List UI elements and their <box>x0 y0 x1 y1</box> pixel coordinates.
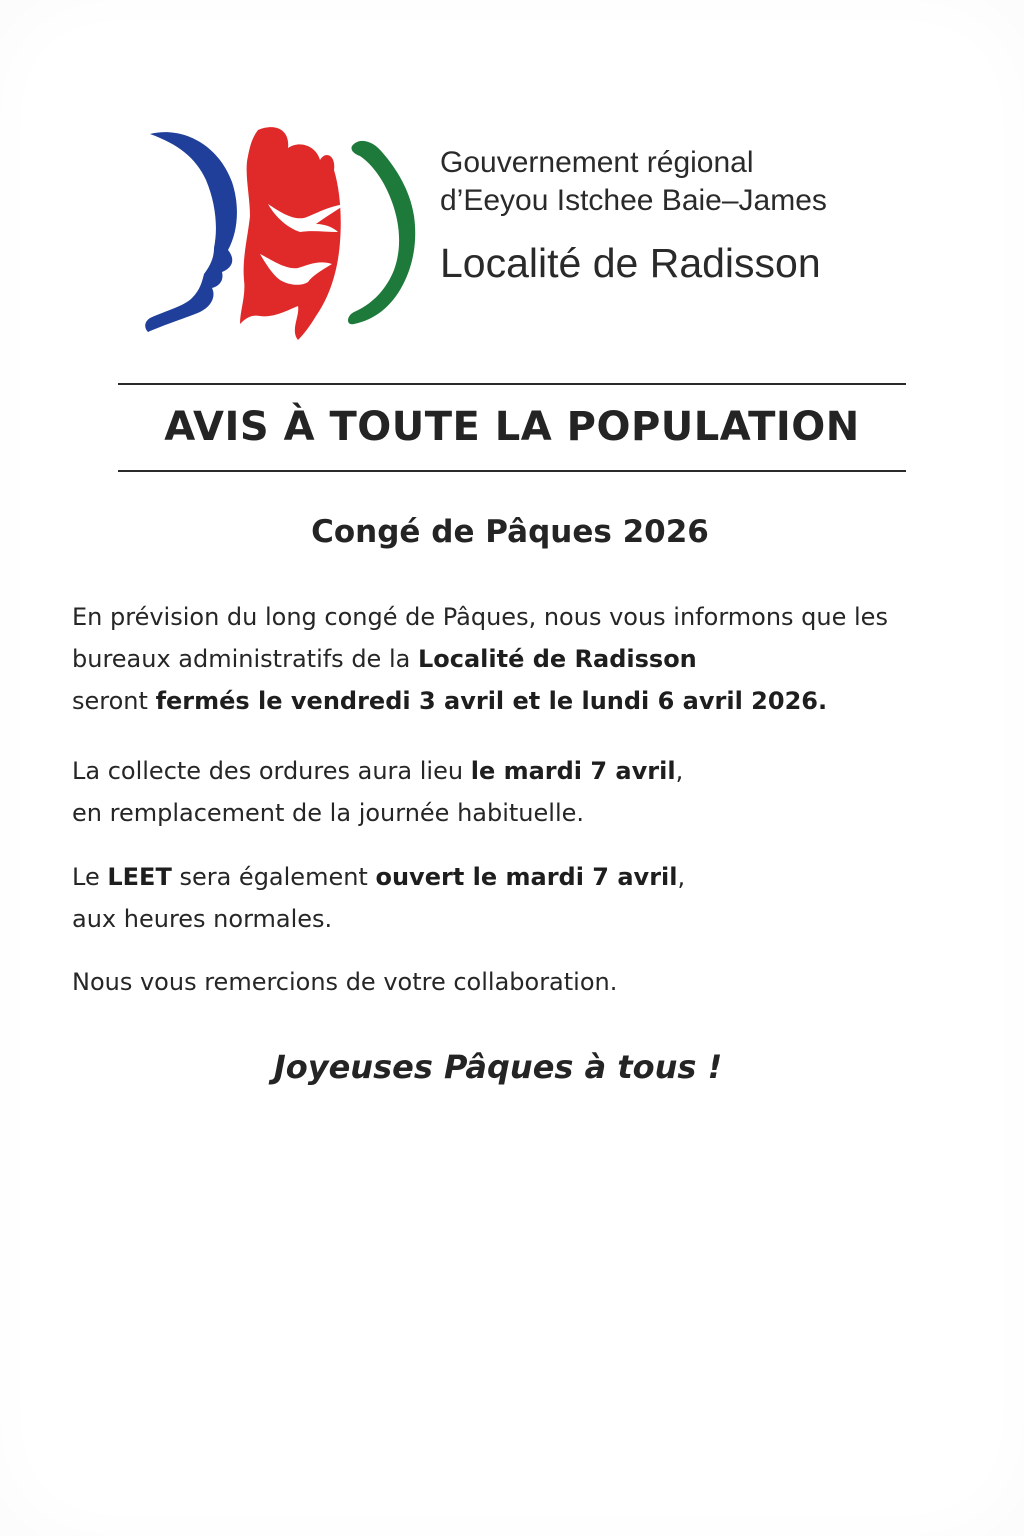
p2-text-1: La collecte des ordures aura lieu <box>72 757 464 785</box>
paragraph-leet <box>72 856 972 940</box>
notice-subtitle: Congé de Pâques 2026 <box>311 514 709 550</box>
p3-text-2: sera également <box>179 863 368 891</box>
p1-bold-dates: fermés le vendredi 3 avril et le lundi 6 avril 2026. <box>155 687 828 715</box>
paragraph-garbage <box>72 750 972 834</box>
p3-text-1: Le <box>72 863 100 891</box>
p3-text-4: aux heures normales. <box>72 905 333 933</box>
org-name-line-2: d’Eeyou Istchee Baie–James <box>440 184 827 217</box>
notice-title: AVIS À TOUTE LA POPULATION <box>164 404 860 450</box>
eeyou-istchee-logo-icon <box>140 120 430 345</box>
p1-text-2: seront <box>72 687 148 715</box>
p2-comma: , <box>675 757 684 785</box>
p2-text-3: en remplacement de la journée habituelle. <box>72 799 585 827</box>
p3-comma: , <box>677 863 686 891</box>
logo-green-stroke <box>348 141 415 324</box>
title-rule-bottom <box>118 470 906 472</box>
closing-greeting: Joyeuses Pâques à tous ! <box>273 1048 723 1086</box>
p1-bold-locality: Localité de Radisson <box>417 645 697 673</box>
org-name-line-1: Gouvernement régional <box>440 146 754 179</box>
p2-bold-date: le mardi 7 avril <box>470 757 676 785</box>
p1-text-1: En prévision du long congé de Pâques, nous vous informons que les bureaux administratifs de la <box>72 603 888 673</box>
logo-blue-stroke <box>145 132 237 332</box>
logo-red-stroke <box>240 127 341 340</box>
title-rule-top <box>118 383 906 385</box>
p3-bold-leet: LEET <box>107 863 172 891</box>
paragraph-closure <box>72 596 972 722</box>
p3-bold-date: ouvert le mardi 7 avril <box>375 863 678 891</box>
paragraph-thanks: Nous vous remercions de votre collaboration. <box>72 968 618 996</box>
locality-name: Localité de Radisson <box>440 240 821 286</box>
